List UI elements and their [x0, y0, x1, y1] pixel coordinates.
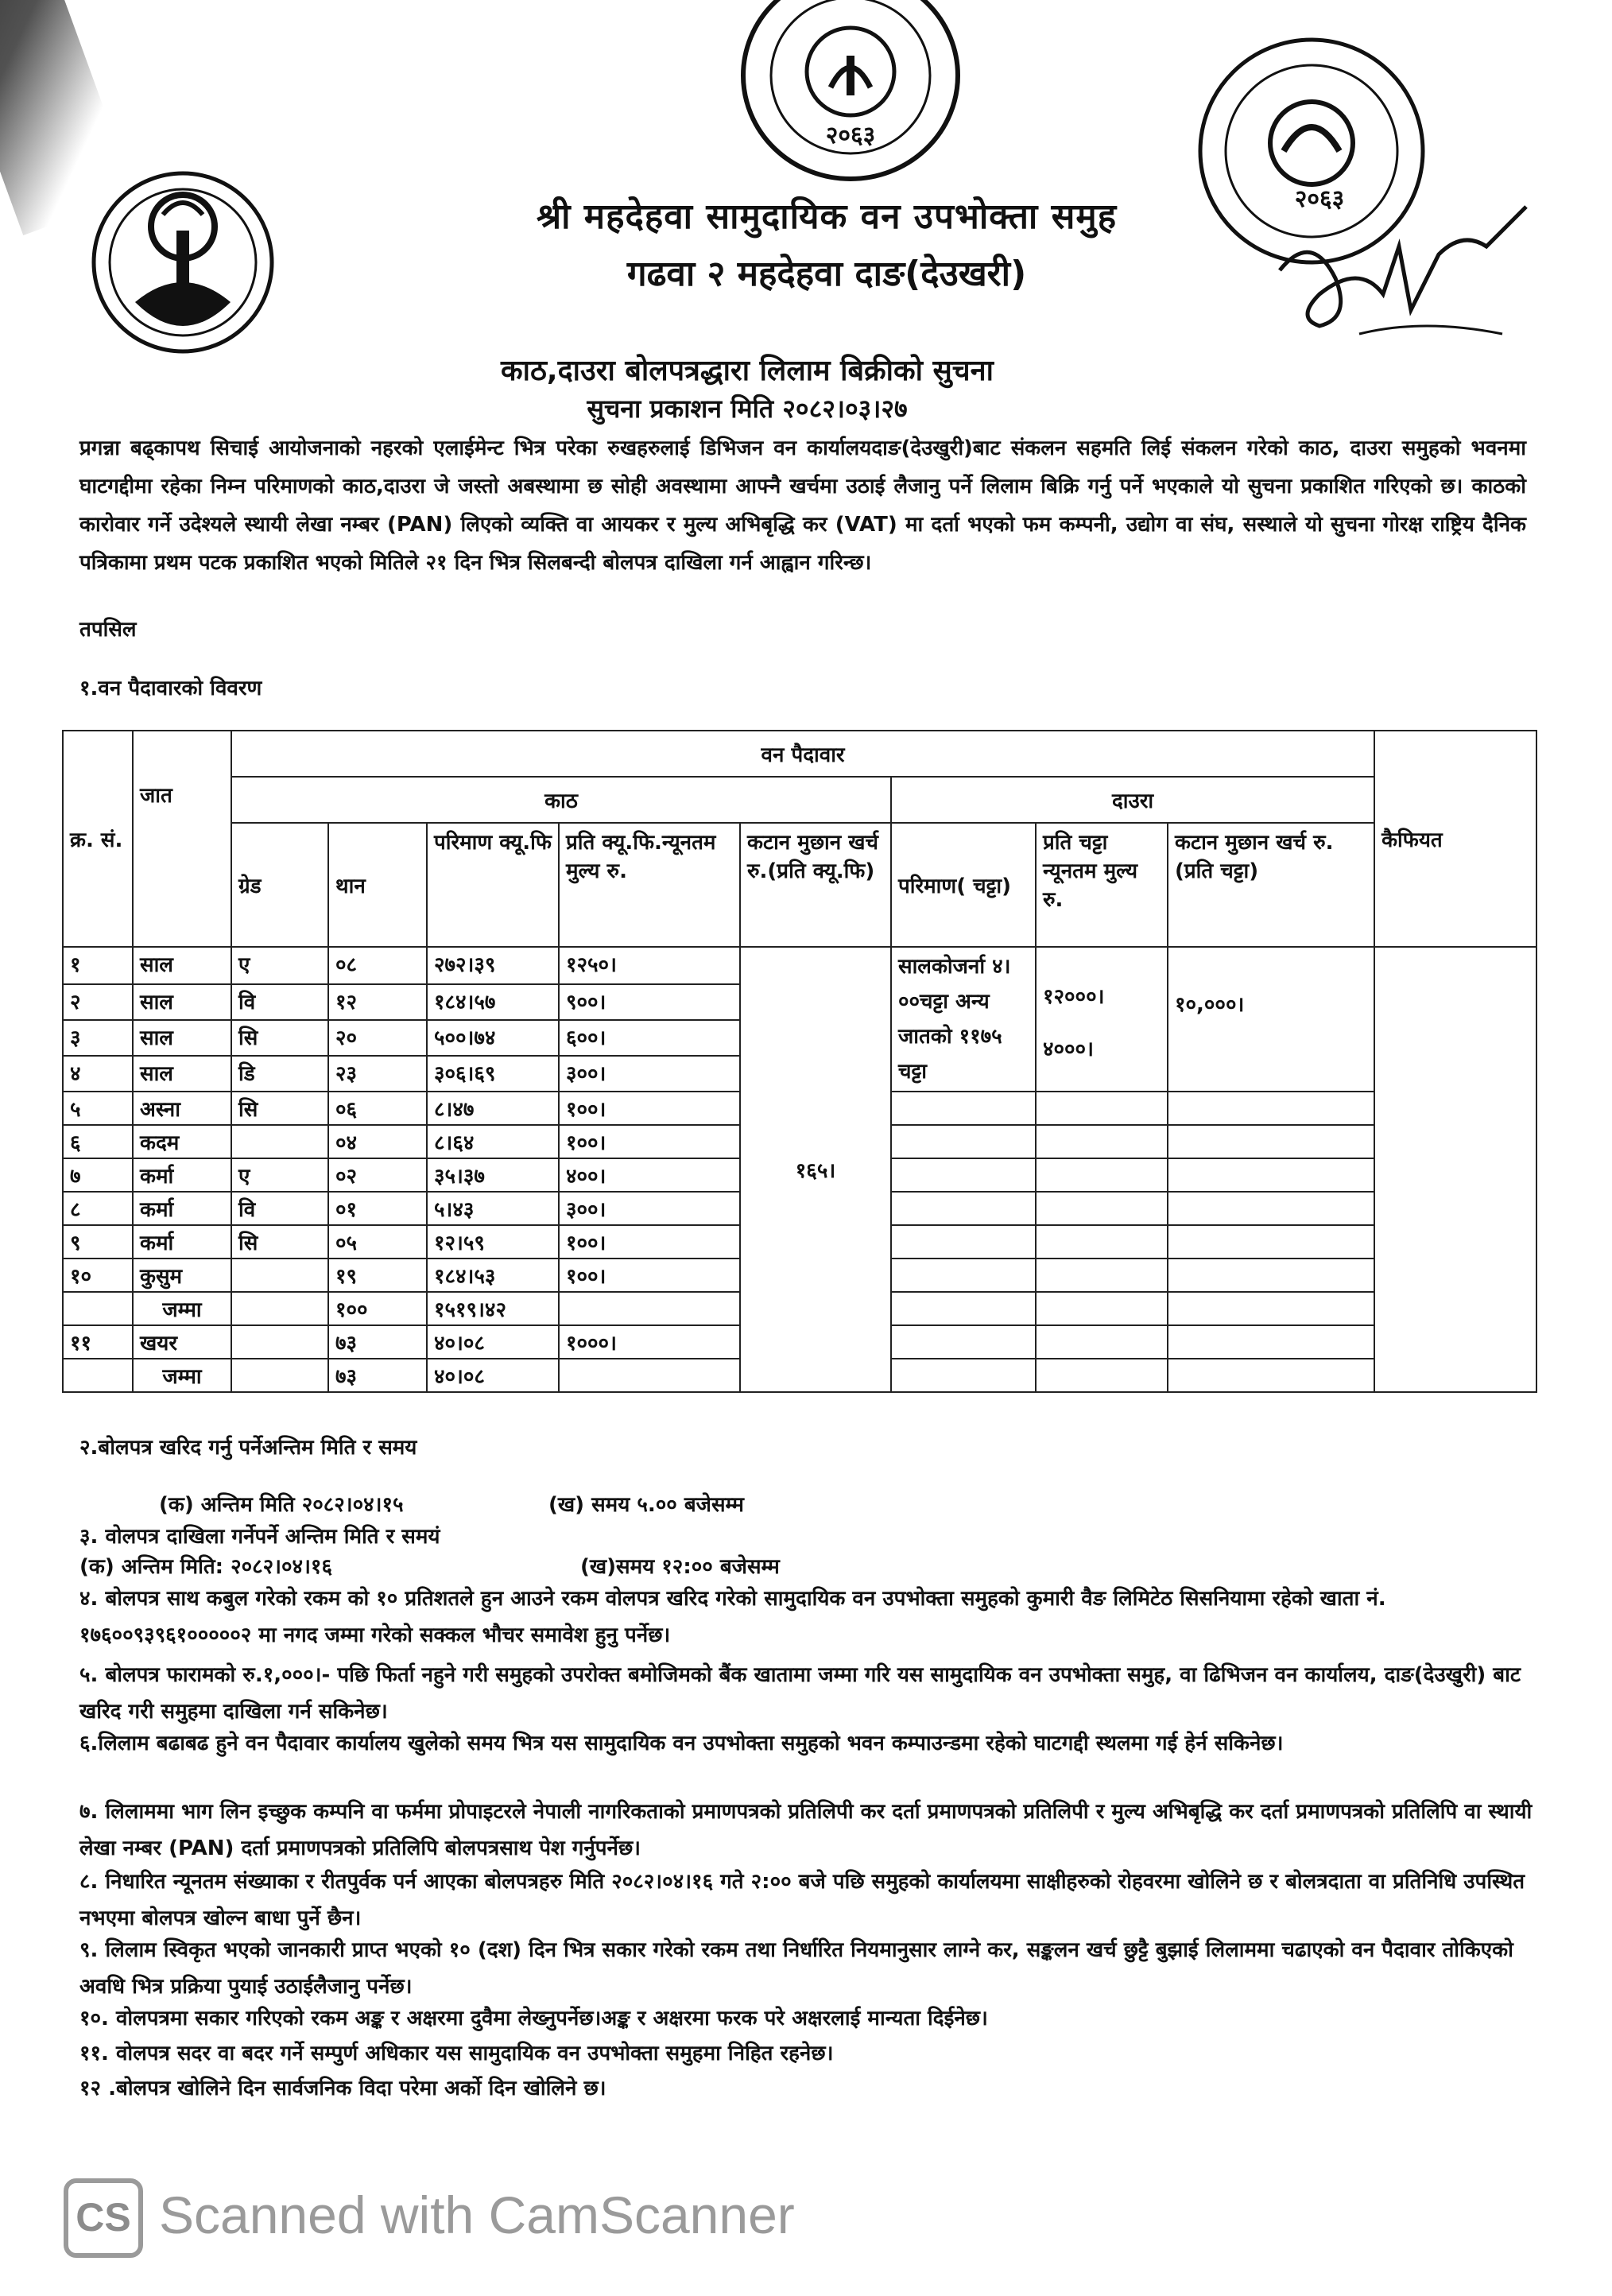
cell-firewood-empty — [891, 1125, 1036, 1158]
clause-5: ५. बोलपत्र फारामको रु.१,०००।- पछि फिर्ता नहुने गरी समुहको उपरोक्त बमोजिमको बैंक खातामा जम्मा गरि यस सामुदायिक वन उपभोक्ता समुह, वा ढिभिजन वन कार्यालय, दाङ(देउखुरी) बाट खरिद गरी समुहमा दाखिला गर्न सकिनेछ। — [79, 1663, 1521, 1724]
cell-firewood-empty — [1036, 1092, 1168, 1125]
table-row — [63, 947, 1536, 984]
cell-firewood-empty — [1168, 1192, 1374, 1225]
section-1-heading: १.वन पैदावारको विवरण — [79, 677, 262, 700]
header-cut-cost: कटान मुछान खर्च रु.(प्रति क्यू.फि) — [740, 823, 891, 947]
section-2b: (ख) समय ५.०० बजेसम्म — [548, 1493, 744, 1517]
cell-price: १००। — [559, 1259, 740, 1292]
cell-than: २३ — [328, 1056, 427, 1092]
cell-firewood-empty — [1168, 1292, 1374, 1325]
header-grade: ग्रेड — [231, 823, 328, 947]
section-3-heading: ३. वोलपत्र दाखिला गर्नेपर्ने अन्तिम मिति र समयं — [79, 1525, 440, 1549]
cell-than: ७३ — [328, 1325, 427, 1359]
cell-firewood-empty — [1168, 1325, 1374, 1359]
cell-sn: ६ — [63, 1125, 133, 1158]
cell-sn — [63, 1292, 133, 1325]
cell-sn: ७ — [63, 1158, 133, 1192]
cell-firewood-empty — [891, 1192, 1036, 1225]
clause-8: ८. निधारित न्यूनतम संख्याका र रीतपुर्वक पर्न आएका बोलपत्रहरु मिति २०८२।०४।१६ गते २:०० बजे पछि समुहको कार्यालयमा साक्षीहरुको रोहवरमा खोलिने छ र बोलत्रदाता वा प्रतिनिधि उपस्थित नभएमा बोलपत्र खोल्न बाधा पुर्ने छैन। — [79, 1870, 1525, 1930]
cell-firewood-price — [1036, 947, 1168, 1092]
cell-firewood-empty — [1036, 1158, 1168, 1192]
cell-firewood-empty — [1036, 1292, 1168, 1325]
cell-species: कुसुम — [133, 1259, 231, 1292]
cell-sn — [63, 1359, 133, 1392]
tapsil-label: तपसिल — [79, 618, 137, 642]
cell-sn: २ — [63, 984, 133, 1020]
cell-firewood-cost — [1168, 947, 1374, 1092]
cell-qty: ४०।०८ — [427, 1359, 559, 1392]
cell-firewood-empty — [1168, 1259, 1374, 1292]
org-header — [445, 191, 1208, 296]
forest-product-table — [62, 730, 1537, 1393]
cell-than: १२ — [328, 984, 427, 1020]
clause-4: ४. बोलपत्र साथ कबुल गरेको रकम को १० प्रतिशतले हुन आउने रकम वोलपत्र खरिद गरेको सामुदायिक वन उपभोक्ता समुहको कुमारी वैङ लिमिटेठ सिसनियामा रहेको खाता नं. १७६००९३९६१०००००२ मा नगद जम्मा गरेको सक्कल भौचर समावेश हुनु पर्नेछ। — [79, 1587, 1386, 1647]
cell-qty: १५१९।४२ — [427, 1292, 559, 1325]
camscanner-watermark: Scanned with CamScanner — [159, 2185, 795, 2244]
header-firewood-cost: कटान मुछान खर्च रु.(प्रति चट्टा) — [1168, 823, 1374, 947]
cell-price: ३००। — [559, 1056, 740, 1092]
cell-grade: सि — [231, 1092, 328, 1125]
cell-species: जम्मा — [133, 1359, 231, 1392]
cell-grade: ए — [231, 1158, 328, 1192]
cell-firewood-empty — [1036, 1259, 1168, 1292]
cell-firewood-empty — [1168, 1092, 1374, 1125]
cell-than: ०१ — [328, 1192, 427, 1225]
cell-species: साल — [133, 1020, 231, 1056]
cell-qty: २७२।३९ — [427, 947, 559, 984]
cell-price: १००। — [559, 1092, 740, 1125]
cell-price: ९००। — [559, 984, 740, 1020]
clause-6: ६.लिलाम बढाबढ हुने वन पैदावार कार्यालय खुलेको समय भित्र यस सामुदायिक वन उपभोक्ता समुहको भवन कम्पाउन्डमा रहेको घाटगद्दी स्थलमा गई हेर्न सकिनेछ। — [79, 1732, 1284, 1755]
cell-species: साल — [133, 1056, 231, 1092]
section-3a: (क) अन्तिम मिति: २०८२।०४।१६ — [79, 1555, 332, 1579]
cell-firewood-empty — [891, 1259, 1036, 1292]
cell-firewood-empty — [1168, 1225, 1374, 1259]
cell-firewood-empty — [891, 1225, 1036, 1259]
cell-grade: डि — [231, 1056, 328, 1092]
top-seal-year: २०६३ — [825, 122, 876, 149]
cell-qty: ८।४७ — [427, 1092, 559, 1125]
cell-species: कदम — [133, 1125, 231, 1158]
header-quantity: परिमाण क्यू.फि — [427, 823, 559, 947]
section-3b: (ख)समय १२:०० बजेसम्म — [580, 1555, 780, 1579]
header-than: थान — [328, 823, 427, 947]
cell-species: कर्मा — [133, 1225, 231, 1259]
cell-grade — [231, 1125, 328, 1158]
cell-firewood-empty — [1168, 1359, 1374, 1392]
cell-firewood-empty — [891, 1092, 1036, 1125]
cell-than: ०२ — [328, 1158, 427, 1192]
cell-than: ७३ — [328, 1359, 427, 1392]
cell-firewood-empty — [1036, 1325, 1168, 1359]
cell-firewood-empty — [891, 1325, 1036, 1359]
header-remarks: कैफियत — [1374, 731, 1536, 947]
org-name: श्री महदेहवा सामुदायिक वन उपभोक्ता समुह — [536, 196, 1118, 237]
header-firewood-price: प्रति चट्टा न्यूनतम मुल्य रु. — [1036, 823, 1168, 947]
cell-price: ६००। — [559, 1020, 740, 1056]
notice-intro: प्रगन्ना बढ्कापथ सिचाई आयोजनाको नहरको एलाईमेन्ट भित्र परेका रुखहरुलाई डिभिजन वन कार्यालयदाङ(देउखुरी)बाट संकलन सहमति लिई संकलन गरेको काठ, दाउरा समुहको भवनमा घाटगद्दीमा रहेका निम्न परिमाणको काठ,दाउरा जे जस्तो अबस्थामा छ सोही अवस्थामा आफ्नै खर्चमा उठाई लैजानु पर्ने लिलाम बिक्रि गर्नु पर्ने भएकाले यो सुचना प्रकाशित गरिएको छ। काठको कारोवार गर्ने उदेश्यले स्थायी लेखा नम्बर (PAN) लिएको व्यक्ति वा आयकर र मुल्य अभिबृद्धि कर (VAT) मा दर्ता भएको फम कम्पनी, उद्योग वा संघ, सस्थाले यो सुचना गोरक्ष राष्ट्रिय दैनिक पत्रिकामा प्रथम पटक प्रकाशित भएको मितिले २१ दिन भित्र सिलबन्दी बोलपत्र दाखिला गर्न आह्वान गरिन्छ। — [79, 436, 1526, 575]
org-seal-top — [735, 0, 966, 183]
header-forest-product: वन पैदावार — [231, 731, 1374, 777]
right-seal-year: २०६३ — [1294, 185, 1345, 213]
cell-firewood-qty: सालकोजर्ना ४।००चट्टा अन्य जातको ११७५ चट्टा — [891, 947, 1036, 1092]
cell-sn: ११ — [63, 1325, 133, 1359]
clause-11: ११. वोलपत्र सदर वा बदर गर्ने सम्पुर्ण अधिकार यस सामुदायिक वन उपभोक्ता समुहमा निहित रहनेछ। — [79, 2042, 834, 2065]
cell-price: ४००। — [559, 1158, 740, 1192]
cell-qty: ८।६४ — [427, 1125, 559, 1158]
cell-cut-cost: १६५। — [740, 947, 891, 1392]
cell-grade: ए — [231, 947, 328, 984]
cell-firewood-empty — [891, 1158, 1036, 1192]
cell-remarks — [1374, 947, 1536, 1392]
signature — [1264, 199, 1550, 358]
cell-qty: ५।४३ — [427, 1192, 559, 1225]
notice-date: सुचना प्रकाशन मिति २०८२।०३।२७ — [587, 394, 908, 424]
cell-species: अस्ना — [133, 1092, 231, 1125]
header-min-price: प्रति क्यू.फि.न्यूनतम मुल्य रु. — [559, 823, 740, 947]
clause-9: ९. लिलाम स्विकृत भएको जानकारी प्राप्त भएको १० (दश) दिन भित्र सकार गरेको रकम तथा निर्धारित नियमानुसार लाग्ने कर, सङ्कलन खर्च छुट्टै बुझाई लिलाममा चढाएको वन पैदावार तोकिएको अवधि भित्र प्रक्रिया पुयाई उठाईलैजानु पर्नेछ। — [79, 1938, 1513, 1999]
cell-sn: ८ — [63, 1192, 133, 1225]
cell-sn: ९ — [63, 1225, 133, 1259]
cell-price: १००। — [559, 1125, 740, 1158]
cell-than: ०४ — [328, 1125, 427, 1158]
cell-qty: १८४।५७ — [427, 984, 559, 1020]
cell-sn: १ — [63, 947, 133, 984]
cell-firewood-empty — [1036, 1225, 1168, 1259]
cell-grade — [231, 1359, 328, 1392]
cell-species: कर्मा — [133, 1158, 231, 1192]
cell-grade: वि — [231, 984, 328, 1020]
cell-firewood-empty — [1036, 1125, 1168, 1158]
cell-grade — [231, 1292, 328, 1325]
camscanner-logo: CS — [64, 2178, 143, 2258]
cell-species: साल — [133, 947, 231, 984]
cell-grade: सि — [231, 1020, 328, 1056]
cell-firewood-empty — [891, 1359, 1036, 1392]
cell-than: ०८ — [328, 947, 427, 984]
cell-price: १०००। — [559, 1325, 740, 1359]
cell-than: ०६ — [328, 1092, 427, 1125]
cell-qty: ५००।७४ — [427, 1020, 559, 1056]
org-logo-left — [87, 167, 278, 358]
cell-grade — [231, 1325, 328, 1359]
cell-qty: १८४।५३ — [427, 1259, 559, 1292]
cell-firewood-empty — [891, 1292, 1036, 1325]
firewood-price-1: १२०००। — [1043, 985, 1105, 1009]
cell-firewood-empty — [1036, 1359, 1168, 1392]
cell-than: १९ — [328, 1259, 427, 1292]
cell-species: साल — [133, 984, 231, 1020]
section-2a: (क) अन्तिम मिति २०८२।०४।१५ — [159, 1493, 404, 1517]
cell-than: ०५ — [328, 1225, 427, 1259]
cell-price: १२५०। — [559, 947, 740, 984]
clause-10: १०. वोलपत्रमा सकार गरिएको रकम अङ्क र अक्षरमा दुवैमा लेख्नुपर्नेछ।अङ्क र अक्षरमा फरक परे अक्षरलाई मान्यता दिईनेछ। — [79, 2007, 988, 2030]
org-address: गढवा २ महदेहवा दाङ(देउखरी) — [626, 254, 1027, 294]
firewood-price-2: ४०००। — [1043, 1037, 1094, 1061]
header-firewood: दाउरा — [891, 777, 1374, 823]
cell-sn: १० — [63, 1259, 133, 1292]
cell-grade — [231, 1259, 328, 1292]
clause-7: ७. लिलाममा भाग लिन इच्छुक कम्पनि वा फर्ममा प्रोपाइटरले नेपाली नागरिकताको प्रमाणपत्रको प्रतिलिपी कर दर्ता प्रमाणपत्रको प्रतिलिपी र मुल्य अभिबृद्धि कर दर्ता प्रमाणपत्रको प्रतिलिपि वा स्थायी लेखा नम्बर (PAN) दर्ता प्रमाणपत्रको प्रतिलिपि बोलपत्रसाथ पेश गर्नुपर्नेछ। — [79, 1800, 1533, 1860]
cell-species: कर्मा — [133, 1192, 231, 1225]
cell-firewood-empty — [1168, 1125, 1374, 1158]
cell-than: २० — [328, 1020, 427, 1056]
cell-qty: ४०।०८ — [427, 1325, 559, 1359]
cell-price — [559, 1292, 740, 1325]
header-sn: क्र. सं. — [63, 731, 133, 947]
cell-firewood-empty — [1168, 1158, 1374, 1192]
cell-species: खयर — [133, 1325, 231, 1359]
section-2-heading: २.बोलपत्र खरिद गर्नु पर्नेअन्तिम मिति र समय — [79, 1436, 417, 1460]
cell-sn: ४ — [63, 1056, 133, 1092]
cell-qty: ३५।३७ — [427, 1158, 559, 1192]
header-timber: काठ — [231, 777, 891, 823]
firewood-cost-value: १०,०००। — [1175, 993, 1245, 1017]
cell-sn: ५ — [63, 1092, 133, 1125]
cell-price — [559, 1359, 740, 1392]
cell-firewood-empty — [1036, 1192, 1168, 1225]
notice-title: काठ,दाउरा बोलपत्रद्धारा लिलाम बिक्रीको सुचना — [501, 355, 994, 387]
cell-sn: ३ — [63, 1020, 133, 1056]
cell-price: ३००। — [559, 1192, 740, 1225]
cell-species: जम्मा — [133, 1292, 231, 1325]
cell-price: १००। — [559, 1225, 740, 1259]
cell-qty: १२।५९ — [427, 1225, 559, 1259]
cell-grade: वि — [231, 1192, 328, 1225]
header-firewood-qty: परिमाण( चट्टा) — [891, 823, 1036, 947]
cell-qty: ३०६।६९ — [427, 1056, 559, 1092]
cell-grade: सि — [231, 1225, 328, 1259]
header-species: जात — [133, 777, 231, 947]
cell-than: १०० — [328, 1292, 427, 1325]
clause-12: १२ .बोलपत्र खोलिने दिन सार्वजनिक विदा परेमा अर्को दिन खोलिने छ। — [79, 2077, 606, 2100]
